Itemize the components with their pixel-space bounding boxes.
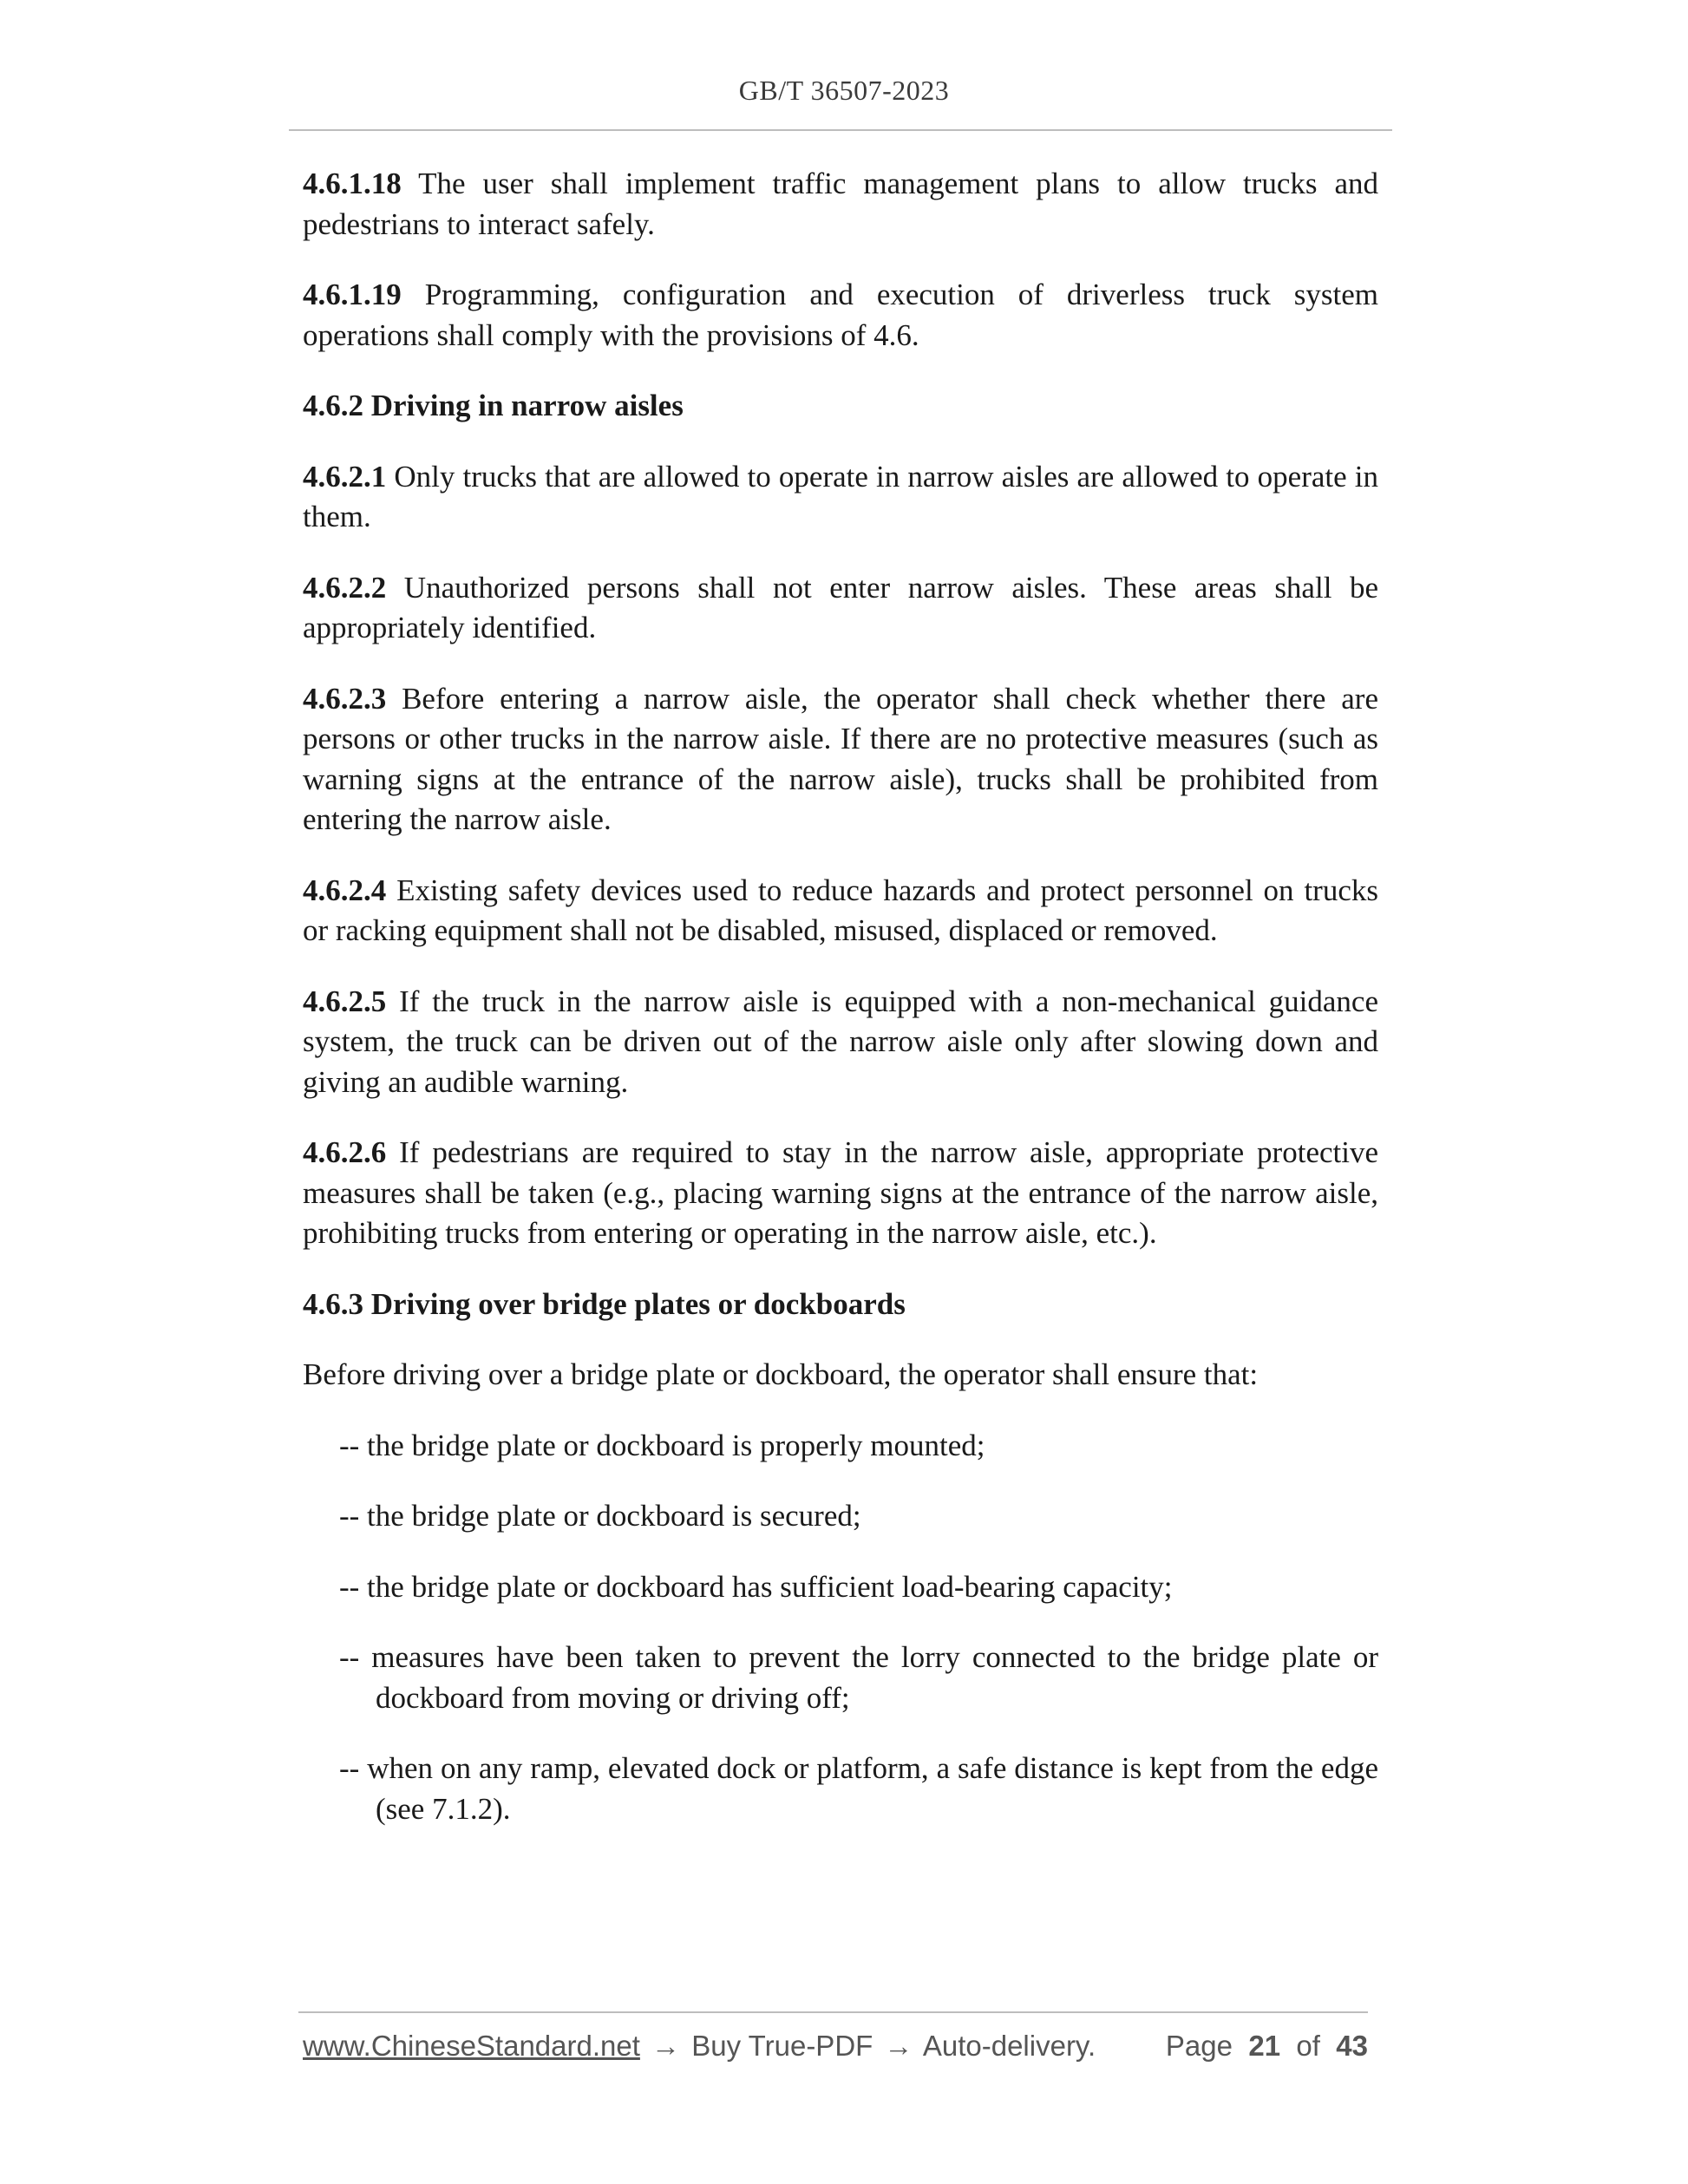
clause-4-6-2-2 (303, 568, 1378, 649)
page-total: 43 (1336, 2030, 1368, 2062)
document-header-id: GB/T 36507-2023 (738, 75, 950, 106)
clause-text: Existing safety devices used to reduce hazards and protect personnel on trucks or racking equipment shall not be disabled, misused, displaced or removed. (303, 873, 1378, 947)
clause-text: If pedestrians are required to stay in the narrow aisle, appropriate protective measures shall be taken (e.g., placing warning signs at the entrance of the narrow aisle, prohibiting trucks from entering or operating in the narrow aisle, etc.). (303, 1135, 1378, 1250)
delivery-text: Auto-delivery. (922, 2030, 1096, 2062)
list-item: -- the bridge plate or dockboard is properly mounted; (339, 1428, 985, 1462)
section-heading-4-6-2: 4.6.2 Driving in narrow aisles (303, 389, 684, 422)
header-divider (289, 129, 1392, 131)
footer-divider (298, 2011, 1368, 2013)
clause-text: Unauthorized persons shall not enter narrow aisles. These areas shall be appropriately identified. (303, 570, 1378, 644)
list-item: -- when on any ramp, elevated dock or platform, a safe distance is kept from the edge (see 7.1.2). (339, 1751, 1378, 1826)
clause-text: Programming, configuration and execution of driverless truck system operations shall comply with the provisions of 4.6. (303, 278, 1378, 352)
clause-text: The user shall implement traffic management plans to allow trucks and pedestrians to interact safely. (303, 167, 1378, 241)
footer-promo (303, 2030, 1096, 2063)
clause-text: Before entering a narrow aisle, the operator shall check whether there are persons or other trucks in the narrow aisle. If there are no protective measures (such as warning signs at the entrance of the narrow aisle), trucks shall be prohibited from entering the narrow aisle. (303, 681, 1378, 836)
list-item: -- the bridge plate or dockboard has sufficient load-bearing capacity; (339, 1569, 1173, 1604)
of-label: of (1296, 2030, 1320, 2062)
clause-number: 4.6.2.6 (303, 1135, 387, 1169)
clause-number: 4.6.1.18 (303, 167, 402, 200)
clause-4-6-1-19 (303, 275, 1378, 356)
list-item: -- measures have been taken to prevent the lorry connected to the bridge plate or dockboard from moving or driving off; (339, 1640, 1378, 1715)
clause-number: 4.6.2.1 (303, 459, 387, 494)
clause-4-6-2-4 (303, 871, 1378, 951)
website-link[interactable]: www.ChineseStandard.net (303, 2030, 640, 2062)
page-current: 21 (1248, 2030, 1281, 2062)
page-label: Page (1165, 2030, 1233, 2062)
clause-4-6-2-6 (303, 1133, 1378, 1254)
clause-number: 4.6.1.19 (303, 278, 402, 311)
list-item: -- the bridge plate or dockboard is secured; (339, 1499, 861, 1533)
clause-4-6-1-18 (303, 164, 1378, 245)
clause-number: 4.6.2.2 (303, 570, 387, 605)
document-body (303, 164, 1378, 1860)
arrow-right-icon: → (651, 2030, 681, 2062)
clause-text: Only trucks that are allowed to operate in narrow aisles are allowed to operate in them. (303, 459, 1378, 533)
section-intro: Before driving over a bridge plate or dockboard, the operator shall ensure that: (303, 1357, 1259, 1391)
clause-4-6-2-3 (303, 679, 1378, 840)
clause-number: 4.6.2.5 (303, 984, 387, 1018)
clause-text: If the truck in the narrow aisle is equipped with a non-mechanical guidance system, the truck can be driven out of the narrow aisle only after slowing down and giving an audible warning. (303, 984, 1378, 1099)
clause-number: 4.6.2.3 (303, 681, 387, 716)
buy-text: Buy True-PDF (691, 2030, 873, 2062)
arrow-right-icon: → (884, 2030, 913, 2062)
page-indicator (1166, 2030, 1368, 2063)
clause-number: 4.6.2.4 (303, 873, 387, 907)
clause-4-6-2-5 (303, 982, 1378, 1103)
section-heading-4-6-3: 4.6.3 Driving over bridge plates or dockboards (303, 1286, 906, 1321)
clause-4-6-2-1 (303, 457, 1378, 538)
